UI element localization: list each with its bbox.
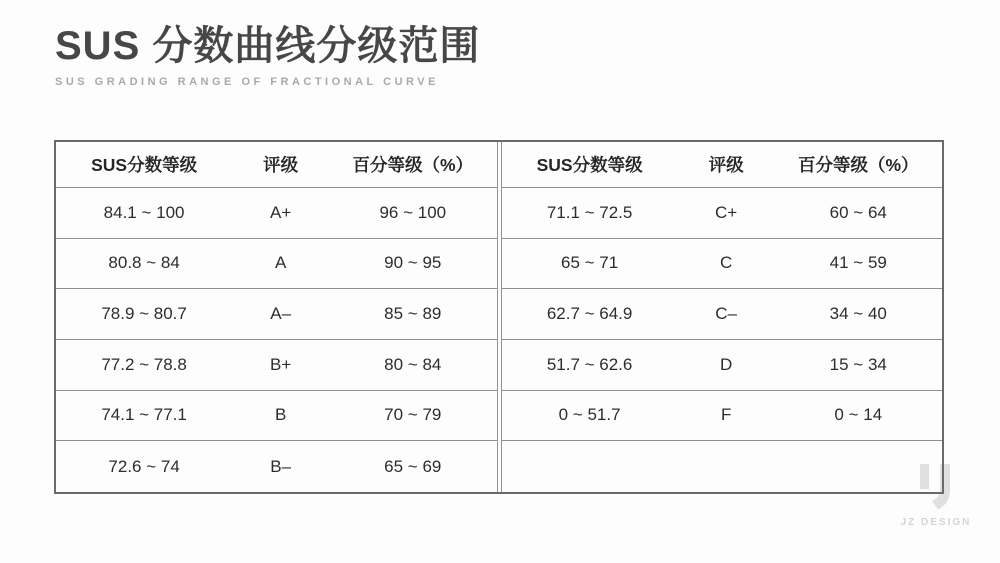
table-row-empty [502,441,943,492]
sus-range-cell: 80.8 ~ 84 [108,253,180,273]
table-row [56,188,497,239]
page-title: SUS 分数曲线分级范围 [55,24,481,68]
sus-range-cell: 51.7 ~ 62.6 [546,354,633,374]
table-row [502,391,943,442]
sus-range-cell: 71.1 ~ 72.5 [546,202,633,222]
table-header-row [502,142,943,188]
grade-cell [678,441,775,492]
percentile-cell: 34 ~ 40 [829,304,887,324]
grade-cell: C+ [715,202,738,222]
table-row [56,441,497,492]
table-left-half [56,142,497,492]
sus-grade-table [54,140,944,494]
percentile-cell: 85 ~ 89 [384,304,442,324]
table-row [56,289,497,340]
grade-cell: A [274,253,287,273]
sus-range-cell: 78.9 ~ 80.7 [101,304,187,324]
table-header-row [56,142,497,188]
table-row [502,289,943,340]
column-header-sus-range: SUS分数等级 [536,155,643,175]
table-row [56,340,497,391]
grade-cell: B [274,405,287,425]
table-row [502,239,943,290]
grade-cell: A– [270,304,292,324]
table-right-half [502,142,943,492]
percentile-cell: 90 ~ 95 [384,253,442,273]
grade-cell: C [720,253,733,273]
column-header-percentile: 百分等级（%） [798,155,919,175]
title-block [55,22,480,88]
column-header-sus-range: SUS分数等级 [91,155,198,175]
table-row [56,239,497,290]
sus-range-cell: 74.1 ~ 77.1 [101,405,187,425]
grade-cell: F [720,405,732,425]
percentile-cell: 60 ~ 64 [829,202,887,222]
sus-range-cell: 0 ~ 51.7 [558,405,621,425]
sus-range-cell: 72.6 ~ 74 [108,456,180,476]
grade-cell: C– [715,304,737,324]
percentile-cell: 15 ~ 34 [829,354,887,374]
sus-range-cell: 77.2 ~ 78.8 [101,354,187,374]
sus-range-cell: 65 ~ 71 [560,253,619,273]
table-row [502,188,943,239]
percentile-cell: 65 ~ 69 [384,456,442,476]
grade-cell: A+ [270,202,292,222]
sus-range-cell: 84.1 ~ 100 [103,202,185,222]
table-row [502,340,943,391]
percentile-cell: 80 ~ 84 [384,354,442,374]
column-header-percentile: 百分等级（%） [352,155,474,175]
grade-cell: B– [270,456,292,476]
percentile-cell [775,441,942,492]
sus-range-cell: 62.7 ~ 64.9 [546,304,633,324]
percentile-cell: 70 ~ 79 [384,405,442,425]
column-header-grade: 评级 [708,155,744,175]
table-row [56,391,497,442]
percentile-cell: 96 ~ 100 [379,202,447,222]
grade-cell: B+ [270,354,292,374]
grade-cell: D [720,354,733,374]
percentile-cell: 0 ~ 14 [834,405,883,425]
percentile-cell: 41 ~ 59 [829,253,887,273]
column-header-grade: 评级 [263,155,299,175]
page-subtitle: SUS GRADING RANGE OF FRACTIONAL CURVE [55,76,439,88]
sus-range-cell [502,441,678,492]
watermark-text: JZ DESIGN [900,517,972,528]
